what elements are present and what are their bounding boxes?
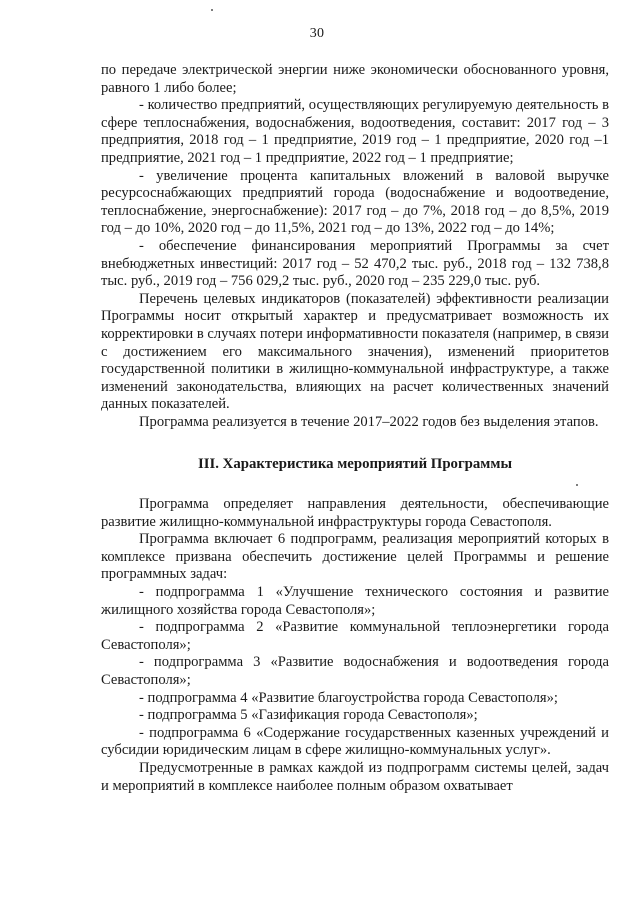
paragraph-continuation: по передаче электрической энергии ниже экономически обоснованного уровня, равного 1 либо более; [101, 62, 609, 96]
list-item-offbudget-financing: - обеспечение финансирования мероприятий Программы за счет внебюджетных инвестиций: 2017 год – 52 470,2 тыс. руб., 2018 год – 132 738,8 тыс. руб., 2019 год – 756 029,2 тыс. руб., 2020 год – 235 229,0 тыс. руб. [101, 237, 609, 290]
document-body [101, 62, 609, 795]
paragraph-subprogram-systems: Предусмотренные в рамках каждой из подпрограмм системы целей, задач и мероприятий в комплексе наиболее полным образом охватывает [101, 759, 609, 794]
paragraph-program-directions: Программа определяет направления деятельности, обеспечивающие развитие жилищно-коммунальной инфраструктуры города Севастополя. [101, 496, 609, 530]
scan-speck [576, 484, 578, 486]
scan-speck [211, 9, 213, 11]
list-item-subprogram-6: - подпрограмма 6 «Содержание государственных казенных учреждений и субсидии юридическим лицам в сфере жилищно-коммунальных услуг». [101, 724, 609, 759]
section-heading: III. Характеристика мероприятий Программы [197, 456, 513, 473]
paragraph-indicators-list: Перечень целевых индикаторов (показателей) эффективности реализации Программы носит открытый характер и предусматривает возможность их корректировки в случаях потери информативности показателя (например, в связи с достижением его максимального значения), изменений приоритетов государственной политики в жилищно-коммунальной инфраструктуре, а также изменений законодательства, влияющих на расчет количественных значений данных показателей. [101, 290, 609, 413]
list-item-subprogram-4: - подпрограмма 4 «Развитие благоустройства города Севастополя»; [139, 689, 558, 706]
list-item-enterprises-count: - количество предприятий, осуществляющих регулируемую деятельность в сфере теплоснабжения, водоснабжения, водоотведения, составит: 2017 год – 3 предприятия, 2018 год – 1 предприятие, 2019 год – 1 предприятие, 2020 год –1 предприятие, 2021 год – 1 предприятие, 2022 год – 1 предприятие; [101, 97, 609, 166]
list-item-subprogram-2: - подпрограмма 2 «Развитие коммунальной теплоэнергетики города Севастополя»; [101, 619, 609, 653]
page-number: 30 [309, 26, 325, 41]
list-item-subprogram-1: - подпрограмма 1 «Улучшение технического состояния и развитие жилищного хозяйства города Севастополя»; [101, 584, 609, 618]
list-item-subprogram-3: - подпрограмма 3 «Развитие водоснабжения и водоотведения города Севастополя»; [101, 654, 609, 688]
paragraph-subprograms-intro: Программа включает 6 подпрограмм, реализация мероприятий которых в комплексе призвана обеспечить достижение целей Программы и решение программных задач: [101, 531, 609, 583]
paragraph-program-period: Программа реализуется в течение 2017–2022 годов без выделения этапов. [139, 413, 599, 430]
list-item-subprogram-5: - подпрограмма 5 «Газификация города Севастополя»; [139, 707, 478, 724]
list-item-capital-investment: - увеличение процента капитальных вложений в валовой выручке ресурсоснабжающих предприятий города (водоснабжение и водоотведение, теплоснабжение, энергоснабжение): 2017 год – до 7%, 2018 год – до 8,5%, 2019 год – до 10%, 2020 год – до 11,5%, 2021 год – до 13%, 2022 год – до 14%; [101, 167, 609, 237]
